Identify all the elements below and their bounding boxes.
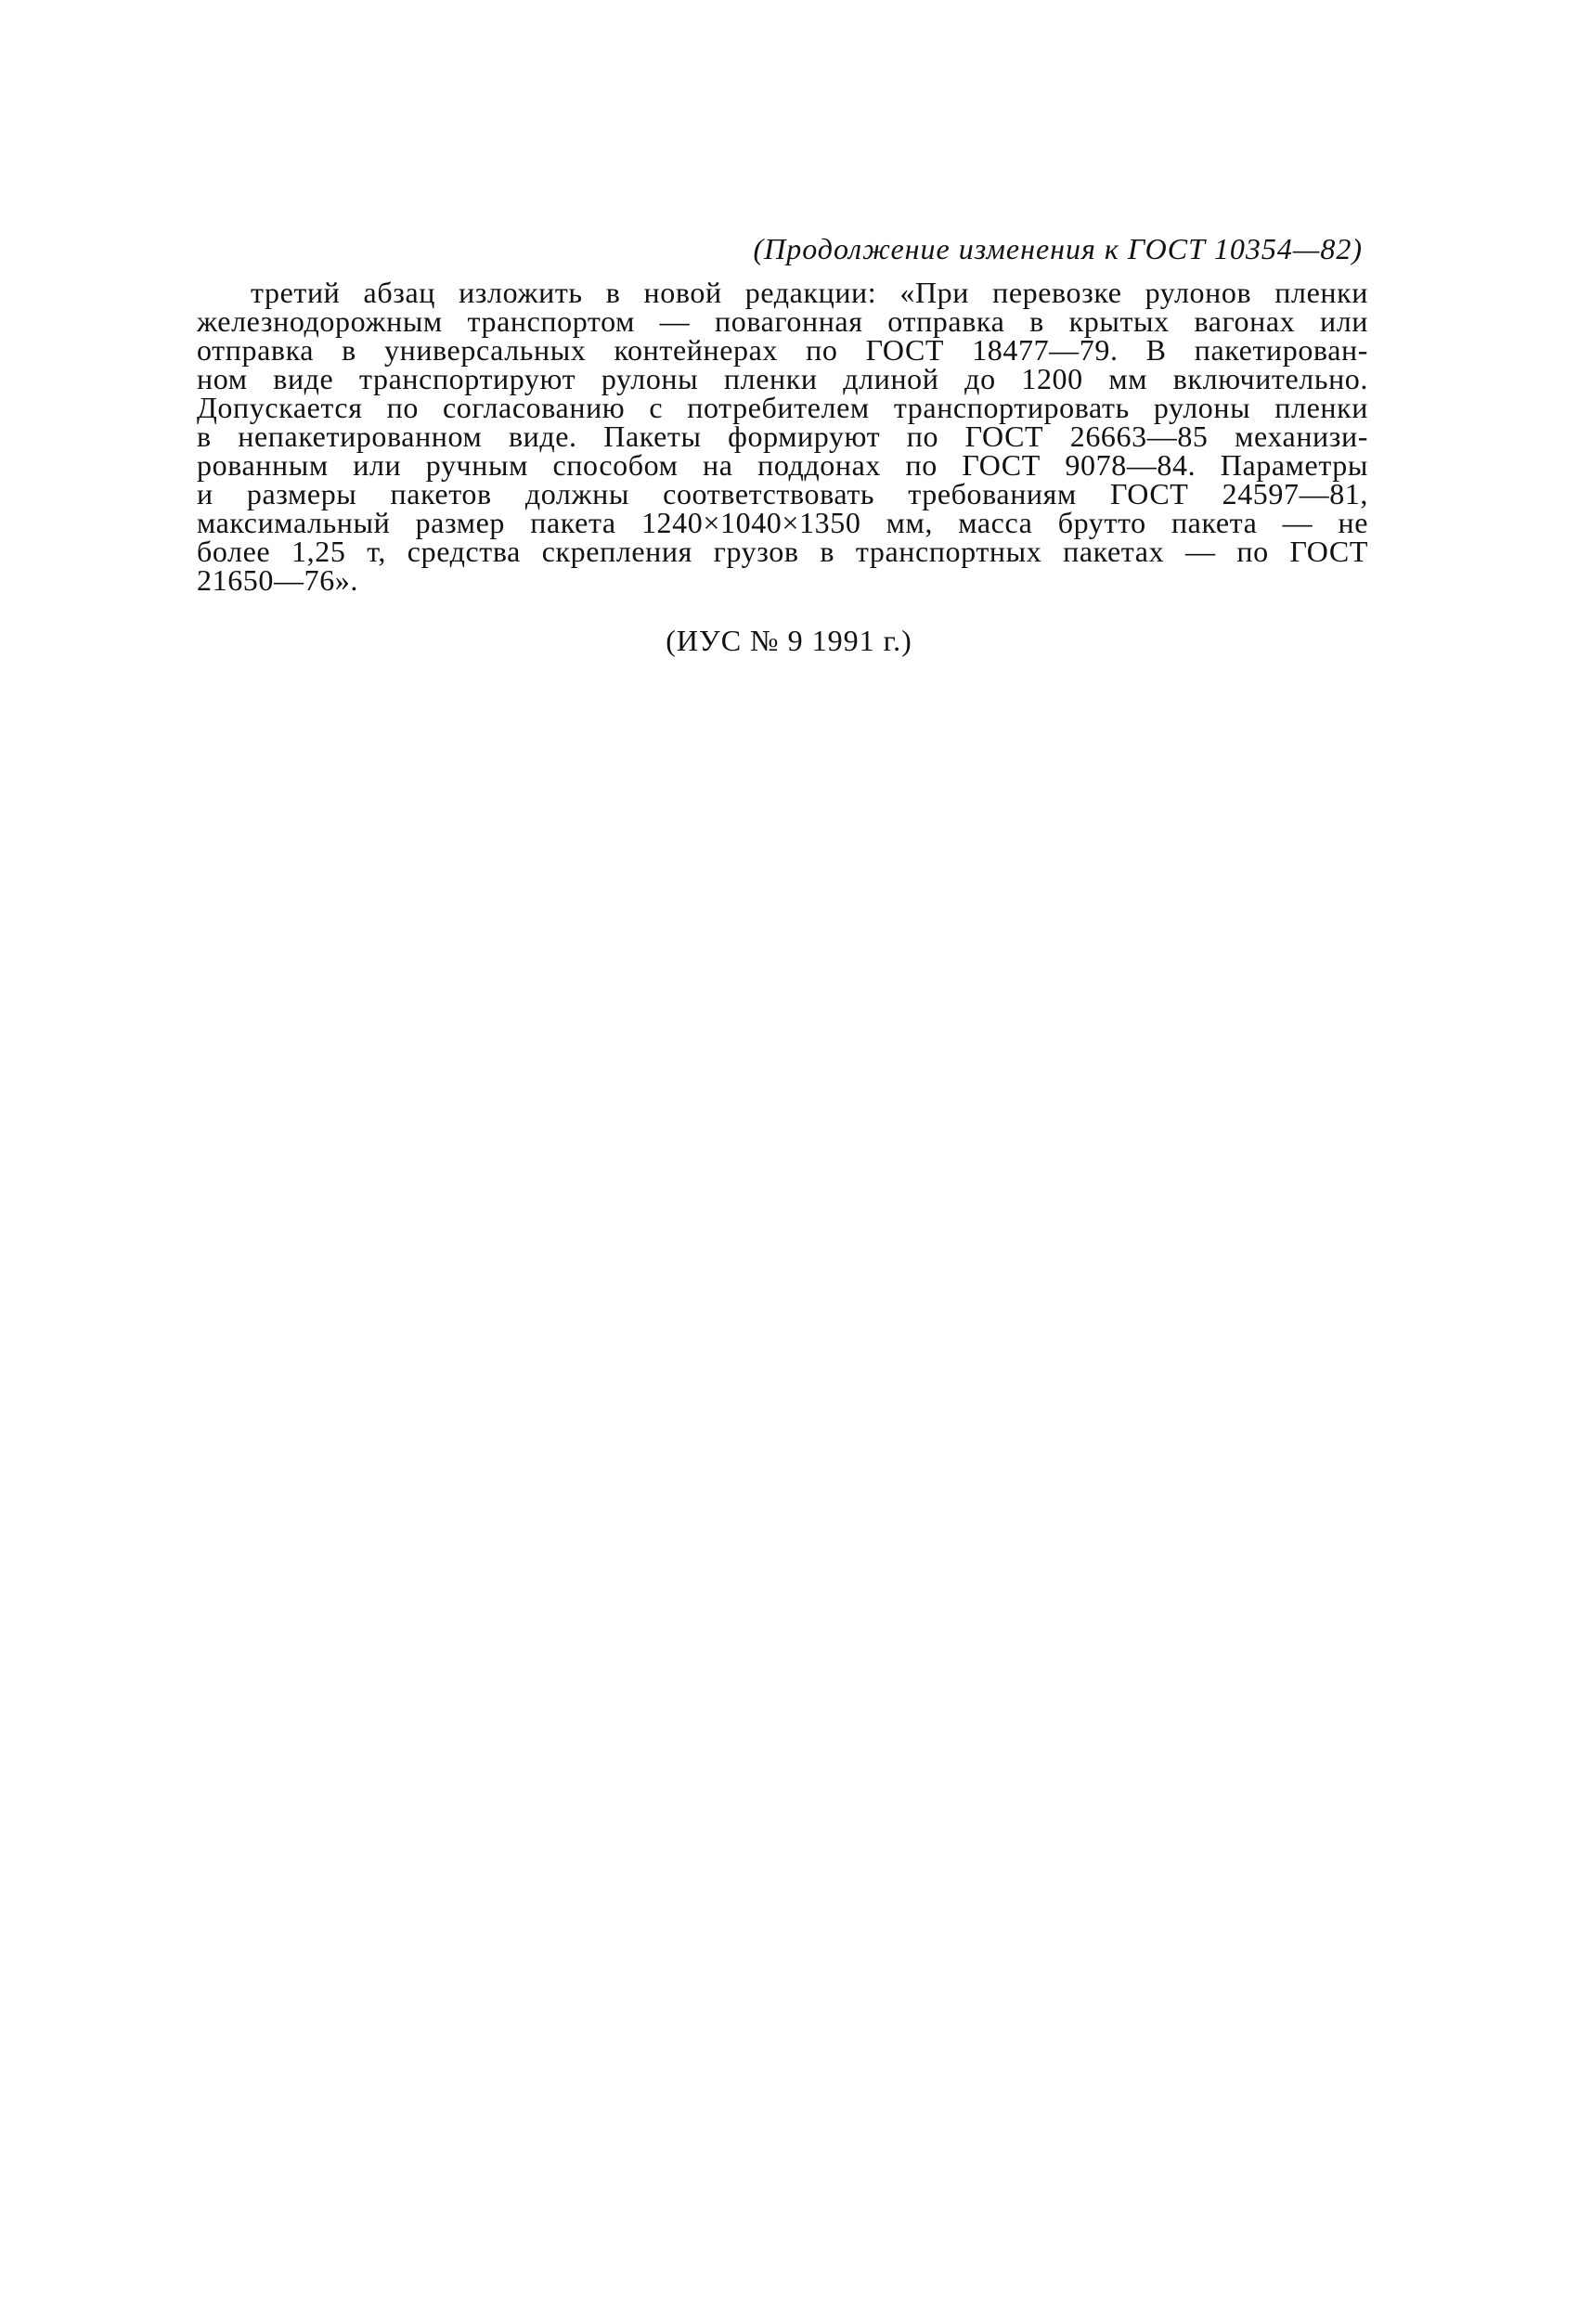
paragraph-line: 21650—76». (197, 563, 358, 597)
paragraph-line: рованным или ручным способом на поддонах по ГОСТ 9078—84. Параметры (197, 448, 1368, 482)
paragraph-line: максимальный размер пакета 1240×1040×1350 мм, масса брутто пакета — не (197, 506, 1368, 539)
paragraph-line: и размеры пакетов должны соответствовать требованиям ГОСТ 24597—81, (197, 477, 1368, 510)
source-reference: (ИУС № 9 1991 г.) (666, 624, 912, 657)
paragraph-line: более 1,25 т, средства скрепления грузов в транспортных пакетах — по ГОСТ (197, 535, 1368, 568)
paragraph-line: третий абзац изложить в новой редакции: «При перевозке рулонов пленки (251, 276, 1368, 309)
paragraph-line: отправка в универсальных контейнерах по ГОСТ 18477—79. В пакетирован- (197, 333, 1368, 367)
paragraph-line: в непакетированном виде. Пакеты формируют по ГОСТ 26663—85 механизи- (197, 420, 1368, 453)
continuation-header: (Продолжение изменения к ГОСТ 10354—82) (753, 232, 1363, 265)
amendment-paragraph (197, 278, 1368, 595)
paragraph-line: ном виде транспортируют рулоны пленки длиной до 1200 мм включительно. (197, 362, 1368, 395)
paragraph-line: железнодорожным транспортом — повагонная отправка в крытых вагонах или (197, 304, 1368, 338)
paragraph-line: Допускается по согласованию с потребителем транспортировать рулоны пленки (197, 391, 1368, 424)
